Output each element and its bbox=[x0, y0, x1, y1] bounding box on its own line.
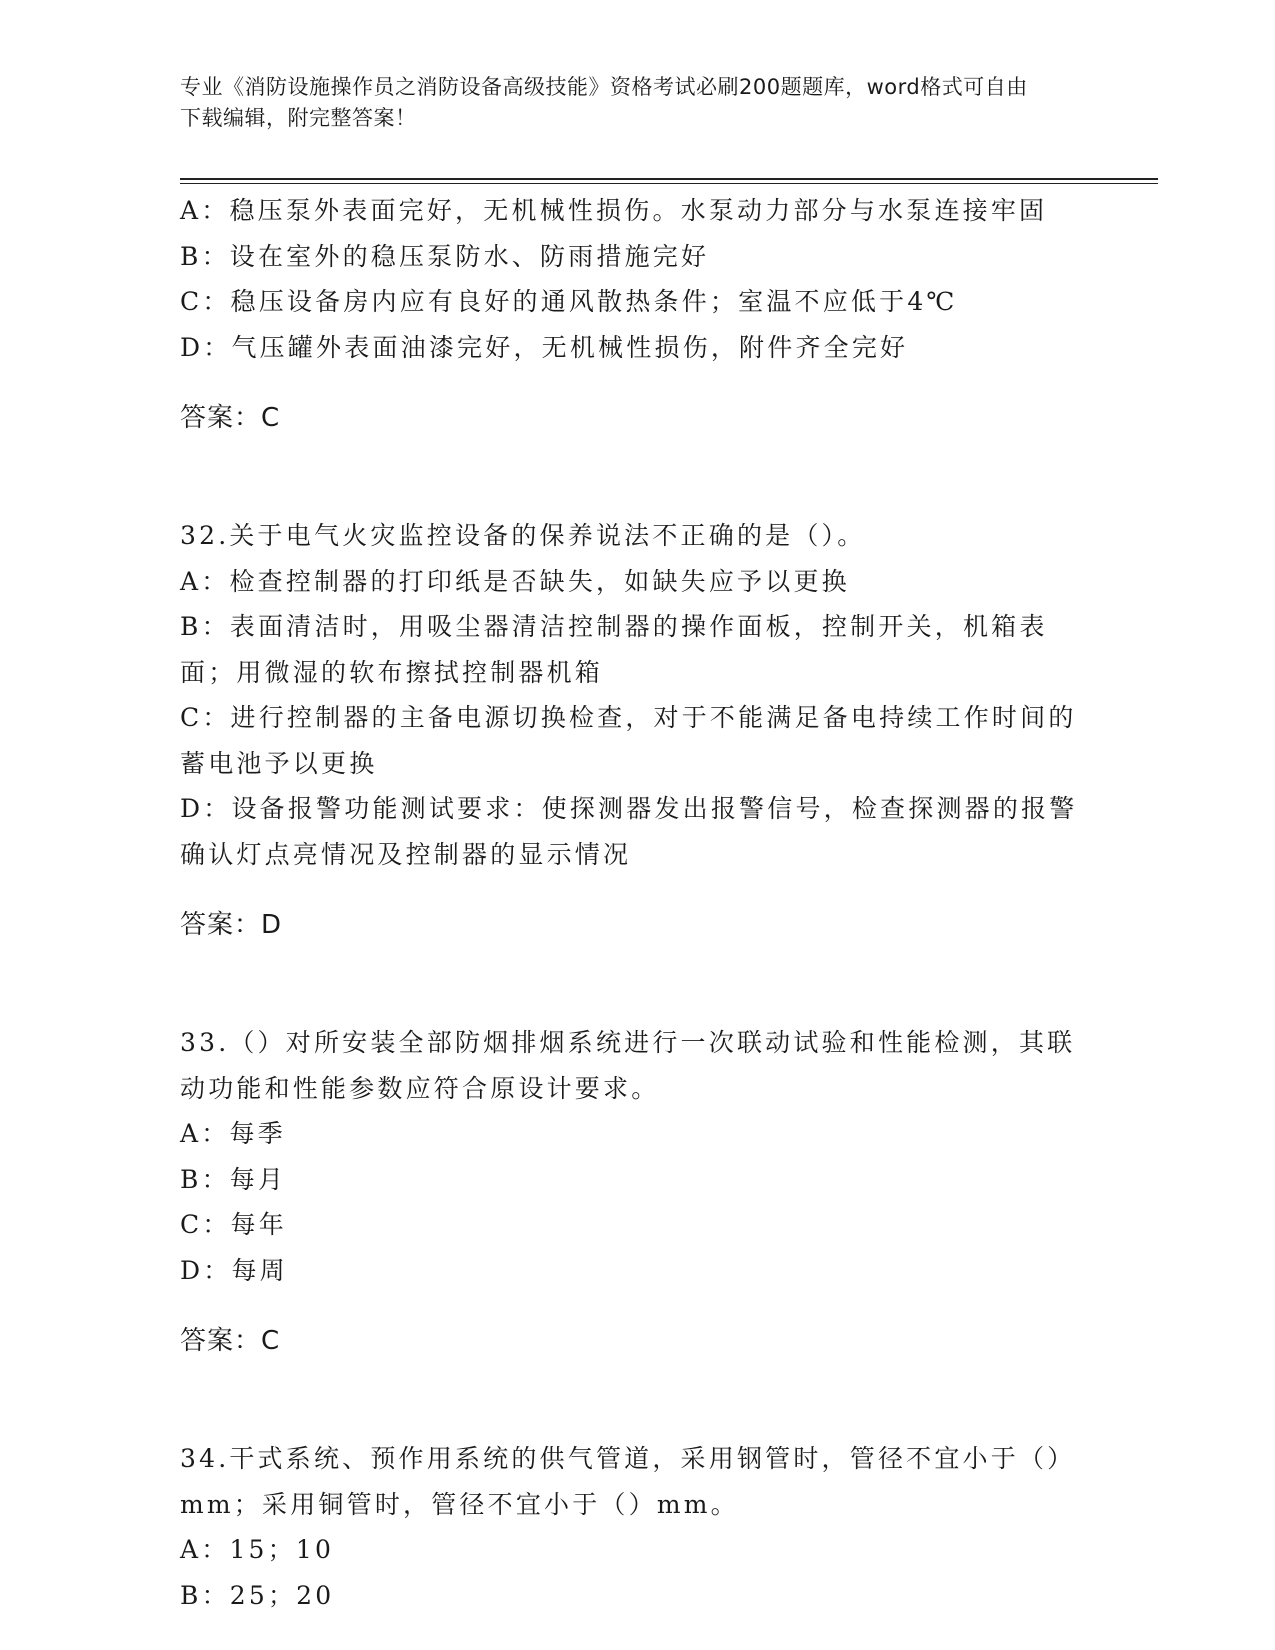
option-a: A：稳压泵外表面完好，无机械性损伤。水泵动力部分与水泵连接牢固 bbox=[180, 196, 1048, 225]
question-stem: 32.关于电气火灾监控设备的保养说法不正确的是（）。 bbox=[180, 521, 866, 550]
option-a: A：检查控制器的打印纸是否缺失，如缺失应予以更换 bbox=[180, 566, 850, 596]
question-stem: 34.干式系统、预作用系统的供气管道，采用钢管时，管径不宜小于（）mm；采用铜管时，管径不宜小于（）mm。 bbox=[180, 1444, 1076, 1519]
option-d: D：设备报警功能测试要求：使探测器发出报警信号，检查探测器的报警确认灯点亮情况及控制器的显示情况 bbox=[180, 794, 1078, 869]
option-a: A：15；10 bbox=[180, 1535, 335, 1564]
spacer bbox=[180, 1391, 1080, 1437]
question-block-32 bbox=[180, 513, 1080, 949]
prev-question-block bbox=[180, 188, 1080, 442]
option-b: B：表面清洁时，用吸尘器清洁控制器的操作面板，控制开关，机箱表面；用微湿的软布擦拭控制器机箱 bbox=[180, 612, 1048, 687]
option-c: C：每年 bbox=[180, 1210, 287, 1239]
option-b: B：25；20 bbox=[180, 1580, 335, 1610]
question-block-33 bbox=[180, 1020, 1080, 1365]
option-b: B：每月 bbox=[180, 1164, 287, 1194]
answer-label: 答案：C bbox=[180, 1326, 281, 1356]
option-c: C：进行控制器的主备电源切换检查，对于不能满足备电持续工作时间的蓄电池予以更换 bbox=[180, 703, 1077, 778]
question-content bbox=[180, 188, 1080, 1618]
header-divider-thick bbox=[180, 178, 1158, 180]
answer-label: 答案：D bbox=[180, 910, 283, 940]
option-b: B：设在室外的稳压泵防水、防雨措施完好 bbox=[180, 241, 710, 271]
option-c: C：稳压设备房内应有良好的通风散热条件；室温不应低于4℃ bbox=[180, 287, 958, 316]
document-header: 专业《消防设施操作员之消防设备高级技能》资格考试必刷200题题库，word格式可自由下载编辑，附完整答案！ bbox=[180, 75, 1028, 130]
answer-label: 答案：C bbox=[180, 403, 281, 433]
option-a: A：每季 bbox=[180, 1119, 286, 1148]
question-block-34 bbox=[180, 1436, 1080, 1618]
option-d: D：每周 bbox=[180, 1255, 288, 1285]
spacer bbox=[180, 975, 1080, 1021]
header-divider-thin bbox=[180, 183, 1158, 184]
question-stem: 33.（）对所安装全部防烟排烟系统进行一次联动试验和性能检测，其联动功能和性能参数应符合原设计要求。 bbox=[180, 1028, 1076, 1103]
spacer bbox=[180, 468, 1080, 514]
option-d: D：气压罐外表面油漆完好，无机械性损伤，附件齐全完好 bbox=[180, 332, 909, 362]
